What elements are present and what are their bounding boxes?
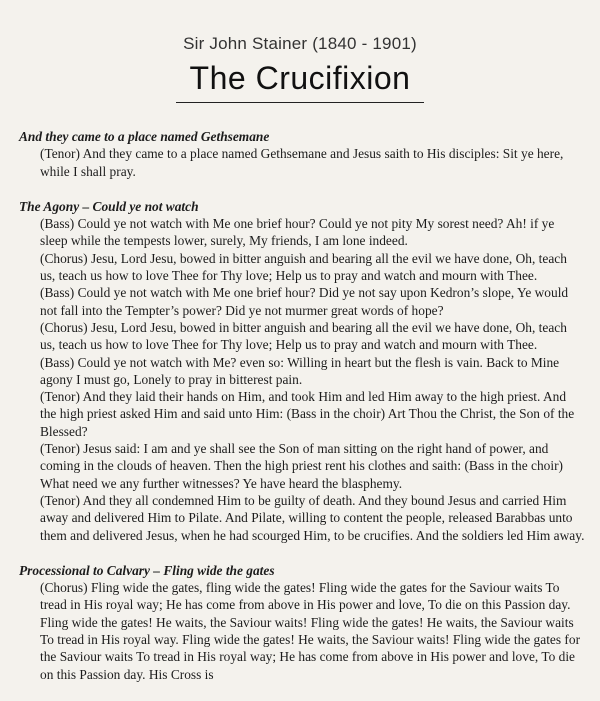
page-title: The Crucifixion	[189, 60, 411, 96]
section-the-agony	[19, 198, 585, 544]
lyric-paragraph: (Chorus) Fling wide the gates, fling wide the gates! Fling wide the gates for the Saviour waits To tread in His royal way; He has come from above in His power and love, To die on this Passion day. Fling wide the gates! He waits, the Saviour waits! Fling wide the gates! He waits, the Saviour waits To tread in His royal way. Fling wide the gates! He waits, the Saviour waits! Fling wide the gates for the Saviour waits To tread in His royal way; He has come from above in His power and love, To die on this Passion day. His Cross is	[40, 580, 581, 682]
section-title: Processional to Calvary – Fling wide the gates	[19, 562, 275, 578]
section-title: The Agony – Could ye not watch	[19, 198, 199, 214]
lyric-paragraph: (Bass) Could ye not watch with Me one brief hour? Did ye not say upon Kedron’s slope, Ye would not fall into the Tempter’s power? Did ye not murmer great words of hope?	[40, 285, 569, 318]
lyric-paragraph: (Tenor) Jesus said: I am and ye shall see the Son of man sitting on the right hand of power, and coming in the clouds of heaven. Then the high priest rent his clothes and saith: (Bass in the choir) What need we any further witnesses? Ye have heard the blasphemy.	[40, 441, 563, 491]
lyric-paragraph: (Tenor) And they all condemned Him to be guilty of death. And they bound Jesus and carried Him away and delivered Him to Pilate. And Pilate, willing to content the people, released Barabbas unto them and delivered Jesus, when he had scourged Him, to be crucifies. And the soldiers led Him away.	[40, 492, 585, 543]
lyric-paragraph: (Tenor) And they laid their hands on Him, and took Him and led Him away to the high priest. And the high priest asked Him and said unto Him: (Bass in the choir) Art Thou the Christ, the Son of the Blessed?	[40, 389, 575, 439]
section-title: And they came to a place named Gethsemane	[19, 129, 270, 144]
libretto-text	[19, 128, 585, 701]
lyric-paragraph: (Chorus) Jesu, Lord Jesu, bowed in bitter anguish and bearing all the evil we have done, Oh, teach us, teach us how to love Thee for Thy love; Help us to pray and watch and mourn with Thee.	[40, 319, 567, 353]
title-underline	[176, 102, 424, 103]
section-processional-to-calvary	[19, 562, 585, 683]
lyric-paragraph: (Tenor) And they came to a place named Gethsemane and Jesus saith to His disciples: Sit ye here, while I shall pray.	[40, 146, 564, 179]
lyric-paragraph: (Chorus) Jesu, Lord Jesu, bowed in bitter anguish and bearing all the evil we have done, Oh, teach us, teach us how to love Thee for Thy love; Help us to pray and watch and mourn with Thee.	[40, 250, 567, 284]
page-header	[0, 34, 600, 103]
lyric-paragraph: (Bass) Could ye not watch with Me? even so: Willing in heart but the flesh is vain. Back to Mine agony I must go, Lonely to pray in bitterest pain.	[40, 354, 560, 387]
section-gethsemane	[19, 128, 585, 180]
composer-line: Sir John Stainer (1840 - 1901)	[183, 34, 417, 53]
lyric-paragraph: (Bass) Could ye not watch with Me one brief hour? Could ye not pity My sorest need? Ah! if ye sleep while the tempests lower, surely, My friends, I am lone indeed.	[40, 216, 555, 249]
